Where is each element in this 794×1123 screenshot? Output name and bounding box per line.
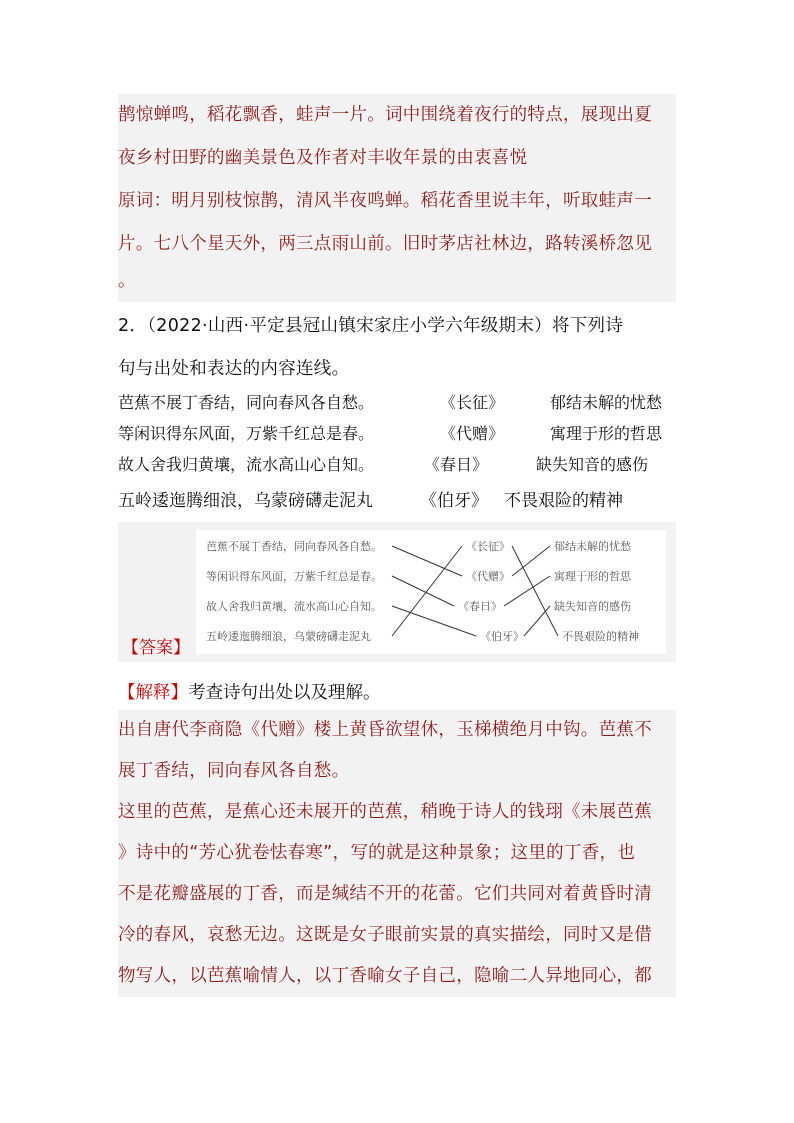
match-source: 《代赠》 [440,424,505,443]
figure-meaning: 郁结未解的忧愁 [554,540,631,553]
match-row [118,417,688,451]
match-meaning: 寓理于形的哲思 [550,424,663,443]
figure-meaning: 不畏艰险的精神 [562,630,639,643]
text-line: 不是花瓣盛展的丁香，而是缄结不开的花蕾。它们共同对着黄昏时清 [118,884,652,904]
question-line: 2．（2022·山西·平定县冠山镇宋家庄小学六年级期末）将下列诗 [118,316,624,336]
figure-source: 《伯牙》 [480,630,524,643]
text-line: 夜乡村田野的幽美景色及作者对丰收年景的由衷喜悦 [118,148,528,168]
match-meaning: 不畏艰险的精神 [504,491,623,511]
text-line: 原词：明月别枝惊鹊，清风半夜鸣蝉。稻花香里说丰年，听取蛙声一 [118,191,652,211]
figure-verse: 等闲识得东风面，万紫千红总是春。 [206,570,382,583]
match-verse: 五岭逶迤腾细浪，乌蒙磅礴走泥丸 [118,491,373,511]
match-source: 《长征》 [440,393,505,412]
figure-verse: 芭蕉不展丁香结，同向春风各自愁。 [206,540,382,553]
explanation-heading [118,676,678,710]
question-line: 句与出处和表达的内容连线。 [118,359,350,379]
text-line: 出自唐代李商隐《代赠》楼上黄昏欲望休，玉梯横绝月中钩。芭蕉不 [118,720,652,740]
question-text [118,305,678,391]
answer-label: 【答案】 [122,638,190,658]
match-verse: 芭蕉不展丁香结，同向春风各自愁。 [118,393,375,412]
text-line: 物写人，以芭蕉喻情人，以丁香喻女子自己，隐喻二人异地同心，都 [118,966,652,986]
match-row [118,448,688,482]
figure-verse: 五岭逶迤腾细浪，乌蒙磅礴走泥丸 [206,630,371,643]
match-meaning: 缺失知音的感伤 [536,455,649,474]
explanation-body [118,710,676,997]
text-line: 展丁香结，同向春风各自愁。 [118,761,350,781]
previous-answer-block [118,94,676,302]
explanation-intro: 考查诗句出处以及理解。 [188,683,381,703]
figure-source: 《长征》 [466,540,510,553]
figure-source: 《代赠》 [466,570,510,583]
text-line: 片。七八个星天外，两三点雨山前。旧时茅店社林边，路转溪桥忽见 [118,234,652,254]
text-line: 。 [118,271,136,291]
figure-verse: 故人舍我归黄壤，流水高山心自知。 [206,600,382,613]
explanation-label: 【解释】 [118,683,188,703]
match-row [118,386,688,420]
match-row [118,484,688,518]
match-meaning: 郁结未解的忧愁 [550,393,663,412]
text-line: 这里的芭蕉，是蕉心还未展开的芭蕉，稍晚于诗人的钱珝《未展芭蕉 [118,802,652,822]
match-verse: 故人舍我归黄壤，流水高山心自知。 [118,455,375,474]
answer-diagram [196,530,666,654]
text-line: 》诗中的“芳心犹卷怯春寒”，写的就是这种景象；这里的丁香，也 [118,843,636,863]
text-line: 鹊惊蝉鸣，稻花飘香，蛙声一片。词中围绕着夜行的特点，展现出夏 [118,105,652,125]
figure-source: 《春日》 [458,600,502,613]
match-source: 《伯牙》 [420,491,488,511]
answer-figure [118,522,676,662]
match-verse: 等闲识得东风面，万紫千红总是春。 [118,424,375,443]
match-source: 《春日》 [424,455,489,474]
figure-meaning: 缺失知音的感伤 [554,600,631,613]
figure-meaning: 寓理于形的哲思 [554,570,631,583]
text-line: 冷的春风，哀愁无边。这既是女子眼前实景的真实描绘，同时又是借 [118,925,652,945]
